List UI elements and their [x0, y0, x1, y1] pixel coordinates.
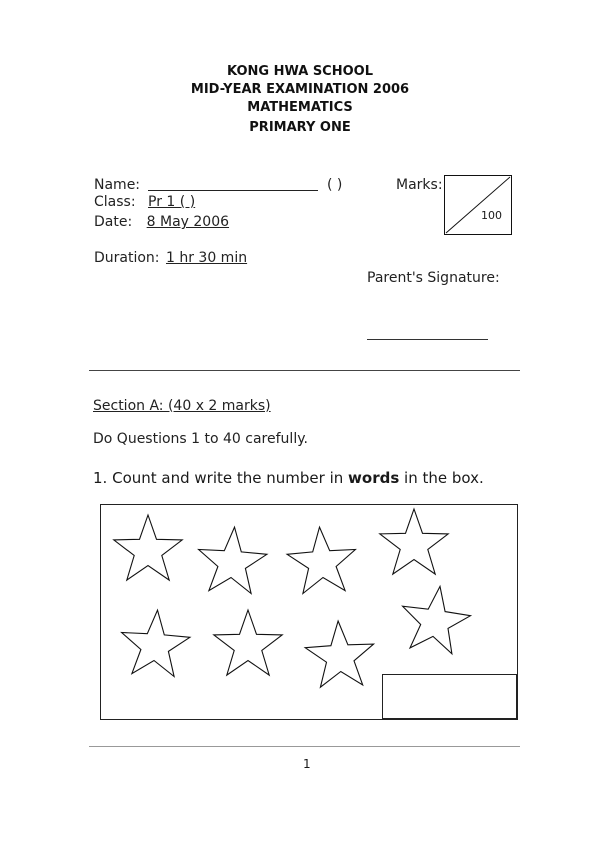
star-icon [214, 610, 282, 675]
register-number-brackets: ( ) [326, 177, 343, 193]
star-icon [380, 509, 448, 574]
class-value[interactable]: Pr 1 ( ) [148, 194, 196, 210]
duration-label: Duration: [94, 250, 160, 266]
section-instruction: Do Questions 1 to 40 carefully. [93, 431, 308, 447]
star-icon [287, 527, 355, 593]
star-icon [199, 527, 267, 593]
level-title: PRIMARY ONE [249, 120, 351, 135]
name-row [94, 176, 342, 193]
marks-box[interactable] [444, 175, 512, 235]
star-icon [122, 610, 190, 676]
footer-divider [89, 746, 520, 747]
question-emphasis: words [348, 469, 400, 487]
parent-signature-label: Parent's Signature: [367, 270, 500, 286]
header-divider [89, 370, 520, 371]
question-1 [93, 469, 484, 487]
question-number: 1. [93, 469, 108, 487]
date-value: 8 May 2006 [146, 214, 230, 230]
school-name: KONG HWA SCHOOL [226, 64, 373, 79]
marks-label: Marks: [396, 177, 443, 193]
name-label: Name: [94, 177, 141, 193]
duration-value: 1 hr 30 min [165, 250, 248, 266]
date-label: Date: [94, 214, 133, 230]
class-label: Class: [94, 194, 136, 210]
duration-row [94, 250, 247, 266]
marks-total: 100 [481, 209, 502, 222]
star-icon [114, 515, 182, 580]
question-text: Count and write the number in [112, 469, 344, 487]
parent-signature-line[interactable] [367, 339, 488, 340]
class-row [94, 194, 195, 210]
stars-frame [100, 504, 518, 720]
section-title: Section A: (40 x 2 marks) [93, 398, 271, 414]
page-number: 1 [303, 757, 311, 771]
question-text-end: in the box. [404, 469, 484, 487]
marks-diagonal [445, 176, 511, 234]
exam-title: MID-YEAR EXAMINATION 2006 [190, 82, 410, 97]
star-icon [403, 586, 471, 653]
subject-title: MATHEMATICS [247, 100, 353, 115]
answer-box[interactable] [382, 674, 517, 719]
star-icon [305, 621, 373, 687]
date-row [94, 214, 229, 230]
name-field[interactable] [148, 176, 318, 191]
